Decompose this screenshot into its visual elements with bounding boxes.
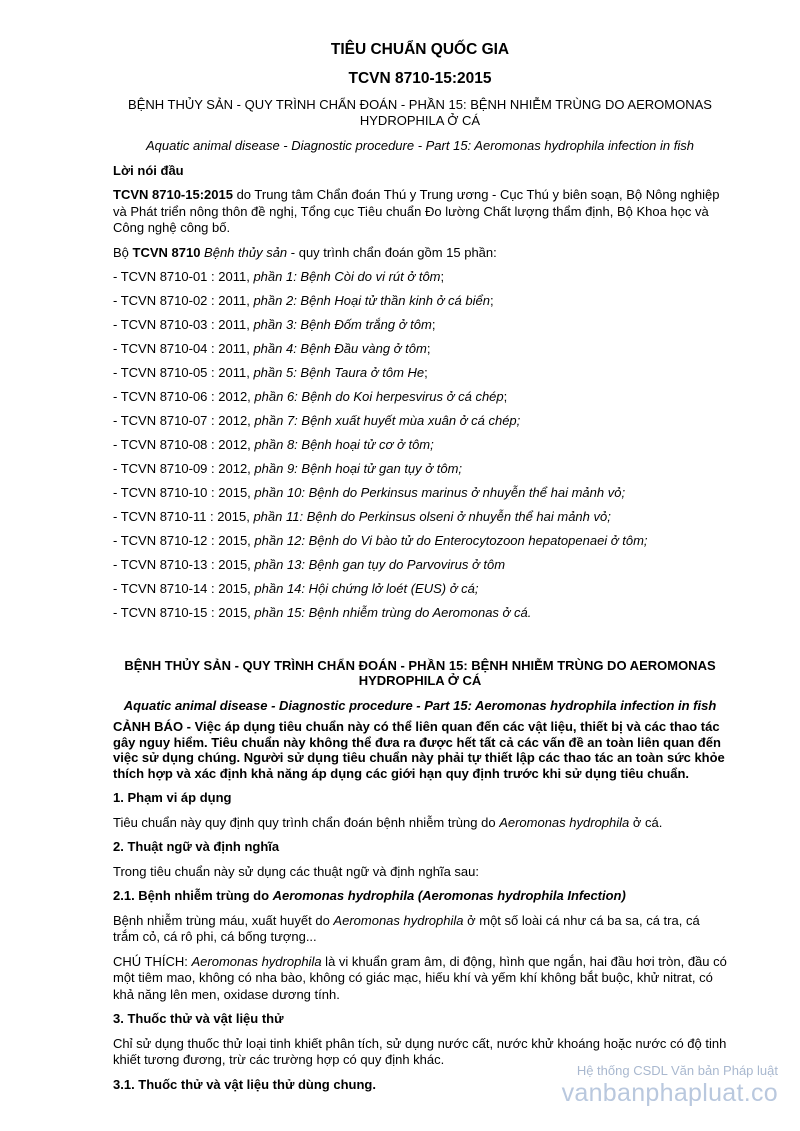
watermark-line-1: Hệ thống CSDL Văn bản Pháp luật [576,1063,778,1078]
english-title: Aquatic animal disease - Diagnostic procedure - Part 15: Aeromonas hydrophila infection in fish [146,138,694,153]
list-item [113,605,727,622]
list-item [113,557,727,574]
list-item [113,485,727,502]
list-item [113,341,727,358]
part-title: phần 8: Bệnh hoại tử cơ ở tôm; [254,437,434,452]
section-2-1-heading [113,888,727,905]
section-2-heading: 2. Thuật ngữ và định nghĩa [113,839,280,854]
note-label: CHÚ THÍCH: [113,953,192,969]
part-title: phần 14: Hội chứng lở loét (EUS) ở cá; [254,581,479,596]
list-item [113,317,727,334]
foreword-p2-rest: - quy trình chẩn đoán gồm 15 phần: [287,244,497,260]
part-code: - TCVN 8710-07 : 2012, [113,413,255,428]
part-end: ; [424,365,428,380]
part-end: ; [431,317,436,332]
document-subtitle: BỆNH THỦY SẢN - QUY TRÌNH CHẨN ĐOÁN - PHẦN 15: BỆNH NHIỄM TRÙNG DO AEROMONAS HYDROPHILA Ở CÁ [128,97,712,128]
foreword-paragraph-2 [113,245,727,262]
foreword-text: do Trung tâm Chẩn đoán Thú y Trung ương - Cục Thú y biên soạn, Bộ Nông nghiệp và Phát triển nông thôn đề nghị, Tổng cục Tiêu chuẩn Đo lường Chất lượng thẩm định, Bộ Khoa học và Công nghệ công bố. [113,187,720,235]
part-code: - TCVN 8710-13 : 2015, [113,557,255,572]
part-code: - TCVN 8710-06 : 2012, [113,389,255,404]
document-content [113,40,727,1101]
list-item [113,461,727,478]
foreword-p2-prefix: Bộ [113,244,133,260]
part-title: phần 3: Bệnh Đốm trắng ở tôm [253,317,432,332]
part-code: - TCVN 8710-08 : 2012, [113,437,255,452]
list-item [113,293,727,310]
standard-title: BỆNH THỦY SẢN - QUY TRÌNH CHẨN ĐOÁN - PHẦN 15: BỆNH NHIỄM TRÙNG DO AEROMONAS HYDROPHILA Ở CÁ [124,657,716,688]
section-2-text: Trong tiêu chuẩn này sử dụng các thuật ngữ và định nghĩa sau: [113,863,479,879]
section-1-text [113,815,727,832]
note-paragraph [113,954,727,1004]
part-title: phần 6: Bệnh do Koi herpesvirus ở cá chép [254,389,504,404]
part-code: - TCVN 8710-04 : 2011, [113,341,254,356]
part-code: - TCVN 8710-01 : 2011, [113,269,254,284]
s21-heading-a: 2.1. Bệnh nhiễm trùng do [113,888,273,903]
part-code: - TCVN 8710-14 : 2015, [113,581,255,596]
s21-text-b: ở một số loài cá như cá ba sa, cá tra, cá trắm cỏ, cá rô phi, cá bống tượng... [113,912,700,944]
part-title: phần 9: Bệnh hoại tử gan tụy ở tôm; [254,461,463,476]
part-code: - TCVN 8710-03 : 2011, [113,317,254,332]
note-text: là vi khuẩn gram âm, di động, hình que ngắn, hai đầu hơi tròn, đầu có một tiêm mao, không có nha bào, không có giác mạc, hiếu khí và yếm khí không bắt buộc, khử nitrat, có khả năng lên men, oxidase dương tính. [113,953,727,1002]
watermark-line-2: vanbanphapluat.co [561,1079,778,1107]
s21-text-a: Bệnh nhiễm trùng máu, xuất huyết do [113,912,334,928]
part-end: ; [489,293,494,308]
part-code: - TCVN 8710-02 : 2011, [113,293,254,308]
part-code: - TCVN 8710-15 : 2015, [113,605,255,620]
section-3-heading: 3. Thuốc thử và vật liệu thử [113,1011,284,1026]
foreword-code: TCVN 8710-15:2015 [113,187,233,202]
list-item [113,389,727,406]
s1-text-b: ở cá. [629,814,663,830]
foreword-p2-code: TCVN 8710 [132,244,201,260]
section-3-1-heading: 3.1. Thuốc thử và vật liệu thử dùng chung. [113,1076,376,1092]
part-title: phần 4: Bệnh Đầu vàng ở tôm [253,341,427,356]
s21-heading-italic: Aeromonas hydrophila (Aeromonas hydrophila Infection) [272,888,626,903]
standard-english-title: Aquatic animal disease - Diagnostic procedure - Part 15: Aeromonas hydrophila infection in fish [123,697,717,713]
list-item [113,269,727,286]
part-end: ; [426,341,431,356]
list-item [113,437,727,454]
part-title: phần 5: Bệnh Taura ở tôm He [253,365,425,380]
section-3-text: Chỉ sử dụng thuốc thử loại tinh khiết phân tích, sử dụng nước cất, nước khử khoáng hoặc nước có độ tinh khiết tương đương, trừ các trường hợp có quy định khác. [113,1035,727,1067]
foreword-heading: Lời nói đầu [113,162,184,178]
list-item [113,413,727,430]
part-title: phần 10: Bệnh do Perkinsus marinus ở nhuyễn thể hai mảnh vỏ; [254,485,626,500]
watermark [562,1063,778,1107]
part-title: phần 13: Bệnh gan tụy do Parvovirus ở tôm [254,557,506,572]
list-item [113,509,727,526]
part-code: - TCVN 8710-11 : 2015, [113,509,254,524]
section-2-1-text [113,913,727,946]
part-title: phần 1: Bệnh Còi do vi rút ở tôm [253,269,441,284]
note-species: Aeromonas hydrophila [191,953,322,969]
s1-species: Aeromonas hydrophila [499,814,630,830]
part-title: phần 15: Bệnh nhiễm trùng do Aeromonas ở cá. [254,605,532,620]
part-end: ; [440,269,445,284]
list-item [113,533,727,550]
part-title: phần 7: Bệnh xuất huyết mùa xuân ở cá chép; [254,413,521,428]
foreword-p2-italic: Bệnh thủy sản [200,244,288,260]
section-1-heading: 1. Phạm vi áp dụng [113,790,232,805]
standard-code: TCVN 8710-15:2015 [348,70,492,87]
part-title: phần 2: Bệnh Hoại tử thần kinh ở cá biển [253,293,490,308]
foreword-paragraph-1 [113,187,727,237]
s1-text-a: Tiêu chuẩn này quy định quy trình chẩn đoán bệnh nhiễm trùng do [113,814,500,830]
document-title: TIÊU CHUẨN QUỐC GIA [330,41,510,58]
part-title: phần 11: Bệnh do Perkinsus olseni ở nhuyễn thể hai mảnh vỏ; [253,509,611,524]
part-end: ; [503,389,508,404]
parts-list [113,269,727,622]
list-item [113,365,727,382]
list-item [113,581,727,598]
part-title: phần 12: Bệnh do Vi bào tử do Enterocytozoon hepatopenaei ở tôm; [254,533,648,548]
part-code: - TCVN 8710-12 : 2015, [113,533,255,548]
part-code: - TCVN 8710-10 : 2015, [113,485,255,500]
warning-paragraph: CẢNH BÁO - Việc áp dụng tiêu chuẩn này có thể liên quan đến các vật liệu, thiết bị và các thao tác gây nguy hiểm. Tiêu chuẩn này không thể đưa ra được hết tất cả các vấn đề an toàn liên quan đến việc sử dụng chúng. Người sử dụng tiêu chuẩn này phải tự thiết lập các thao tác an toàn sức khỏe thích hợp và xác định khả năng áp dụng các giới hạn quy định trước khi sử dụng tiêu chuẩn. [113,719,725,781]
part-code: - TCVN 8710-05 : 2011, [113,365,254,380]
s21-species: Aeromonas hydrophila [333,912,464,928]
part-code: - TCVN 8710-09 : 2012, [113,461,255,476]
